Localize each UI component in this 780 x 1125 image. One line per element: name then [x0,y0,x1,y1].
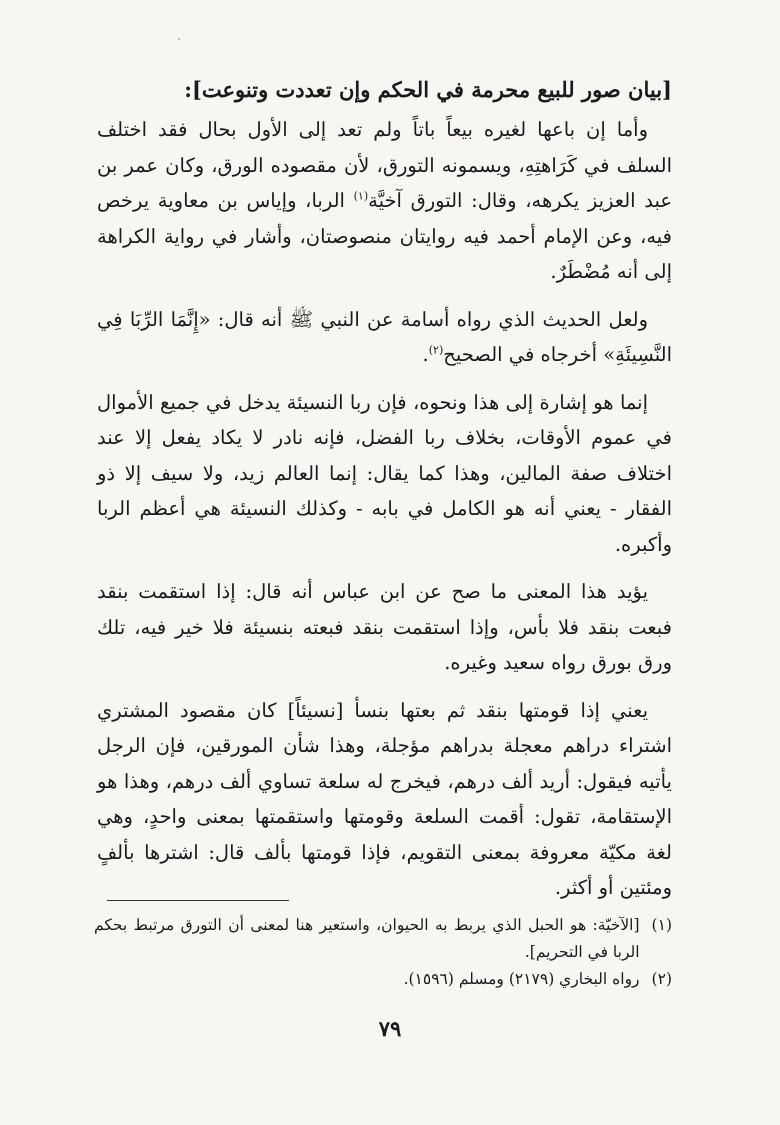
paragraph-1: وأما إن باعها لغيره بيعاً باتاً ولم تعد إلى الأول بحال فقد اختلف السلف في كَرَاهتِهِ، ويسمونه التورق، لأن مقصوده الورق، وكان عمر بن عبد العزيز يكرهه، وقال: التورق آخيَّة$^{(١)}$ الربا، وإياس بن معاوية يرخص فيه، وعن الإمام أحمد فيه روايتان منصوصتان، وأشار في رواية الكراهة إلى أنه مُضْطَرٌ. [97,118,672,283]
footnote-divider [107,900,289,901]
footnotes [94,912,672,993]
scan-speck [178,38,180,40]
main-text [97,112,672,918]
footnote-number: (١) [651,916,672,934]
paragraph-5: يعني إذا قومتها بنقد ثم بعتها بنسأ [نسيئاً] كان مقصود المشتري اشتراء دراهم معجلة بدراهم مؤجلة، وهذا شأن المورقين، فإن الرجل يأتيه فيقول: أريد ألف درهم، فيخرج له سلعة تساوي ألف درهم، وهذا هو الإستقامة، تقول: أقمت السلعة وقومتها واستقمتها بمعنى واحدٍ، وهي لغة مكيّة معروفة بمعنى التقويم، فإذا قومتها بألف قال: اشترها بألفٍ ومئتين أو أكثر. [97,698,672,899]
page-number: ٧٩ [378,1016,402,1041]
paragraph-4: يؤيد هذا المعنى ما صح عن ابن عباس أنه قال: إذا استقمت بنقد فبعت بنقد فلا بأس، وإذا استقمت بنقد فبعته بنسيئة فلا خير فيه، تلك ورق بورق رواه سعيد وغيره. [97,580,672,674]
footnote-ref-2[interactable]: (٢) [428,343,444,357]
footnote-text: رواه البخاري (٢١٧٩) ومسلم (١٥٩٦). [403,970,640,988]
paragraph-3: إنما هو إشارة إلى هذا ونحوه، فإن ربا النسيئة يدخل في جميع الأموال في عموم الأوقات، بخلاف ربا الفضل، فإنه نادر لا يكاد يفعل إلا عند اختلاف صفة المالين، وهذا كما يقال: إنما العالم زيد، ولا سيف إلا ذو الفقار - يعني أنه هو الكامل في بابه - وكذلك النسيئة هي أعظم الربا وأكبره. [97,390,672,556]
section-heading: [بيان صور للبيع محرمة في الحكم وإن تعددت وتنوعت]: [184,77,672,102]
footnote-2 [94,966,672,993]
footnote-text: [الآخيّة: هو الحبل الذي يربط به الحيوان، واستعير هنا لمعنى أن التورق مرتبط بحكم الربا في التحريم]. [94,916,640,961]
footnote-ref-1[interactable]: (١) [353,189,369,203]
paragraph-2: ولعل الحديث الذي رواه أسامة عن النبي ﷺ أنه قال: «إِنَّمَا الرِّبَا فِي النَّسِيئَةِ» أخرجاه في الصحيح$^{(٢)}$. [97,307,672,366]
footnote-1 [94,912,672,966]
footnote-number: (٢) [651,970,672,988]
